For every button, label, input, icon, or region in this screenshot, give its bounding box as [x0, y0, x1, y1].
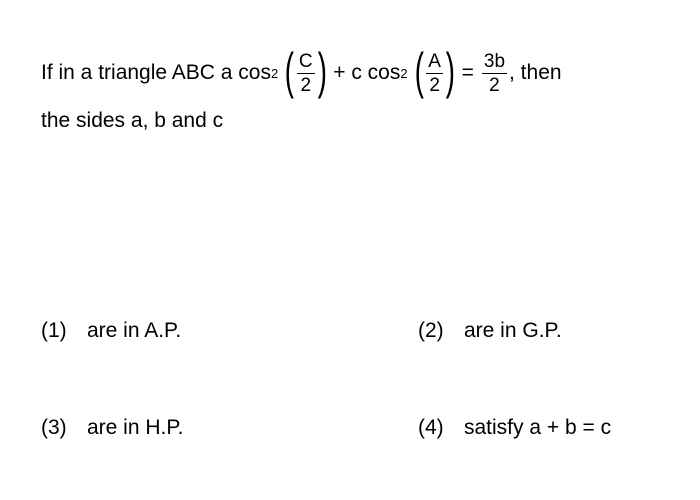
option-4[interactable]	[418, 416, 611, 440]
option-number: (1)	[41, 319, 67, 342]
option-1[interactable]	[41, 319, 181, 343]
left-paren: (	[414, 43, 424, 99]
option-text: are in H.P.	[87, 416, 184, 439]
option-text: are in A.P.	[87, 319, 182, 342]
fraction-denominator: 2	[429, 74, 440, 96]
equals-sign: =	[461, 61, 474, 84]
question-suffix: , then	[509, 61, 562, 84]
left-paren: (	[284, 43, 295, 99]
question-prefix: If in a triangle ABC a cos	[41, 61, 271, 84]
fraction-numerator: C	[298, 50, 313, 72]
option-text: are in G.P.	[464, 319, 562, 342]
option-number: (4)	[418, 416, 444, 439]
exponent: 2	[270, 65, 279, 81]
question-line-2	[41, 107, 223, 135]
option-number: (2)	[418, 319, 444, 342]
fraction-denominator: 2	[300, 74, 312, 96]
option-number: (3)	[41, 416, 67, 439]
question-line-1	[41, 45, 562, 101]
question-line-2-text: the sides a, b and c	[41, 109, 224, 132]
question-mid: + c cos	[333, 61, 401, 84]
fraction-3b-over-2	[482, 52, 507, 95]
fraction-denominator: 2	[489, 74, 500, 96]
fraction-numerator: A	[428, 50, 441, 72]
exponent: 2	[400, 65, 408, 81]
right-paren: )	[445, 43, 455, 99]
right-paren: )	[317, 43, 327, 99]
option-3[interactable]	[41, 416, 184, 440]
fraction-a-over-2	[426, 52, 443, 95]
option-text: satisfy a + b = c	[464, 416, 612, 439]
fraction-numerator: 3b	[483, 50, 506, 72]
option-2[interactable]	[418, 319, 562, 343]
fraction-c-over-2	[297, 52, 315, 95]
